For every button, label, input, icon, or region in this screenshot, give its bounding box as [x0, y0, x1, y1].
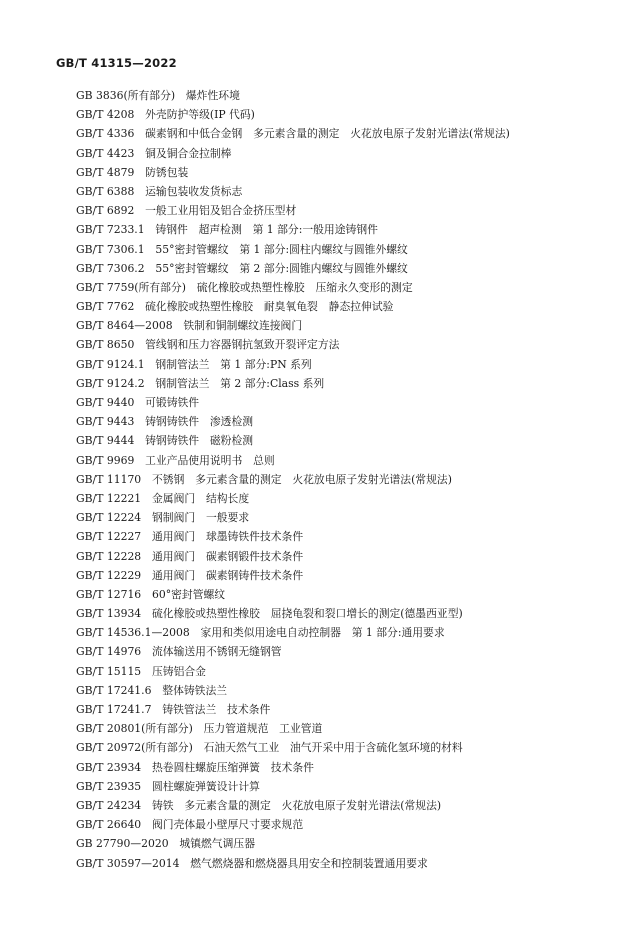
- reference-entry: GB/T 8464—2008 铁制和铜制螺纹连接阀门: [76, 319, 303, 333]
- reference-entry: GB/T 4879 防锈包装: [76, 165, 189, 179]
- reference-entry: GB/T 4208 外壳防护等级(IP 代码): [76, 108, 255, 122]
- reference-entry: GB/T 12227 通用阀门 球墨铸铁件技术条件: [76, 530, 304, 544]
- reference-entry: GB/T 12224 钢制阀门 一般要求: [76, 511, 250, 525]
- reference-entry: GB/T 9443 铸钢铸铁件 渗透检测: [76, 415, 254, 429]
- reference-entry: GB/T 7306.2 55°密封管螺纹 第 2 部分:圆锥内螺纹与圆锥外螺纹: [76, 261, 408, 275]
- reference-entry: GB/T 4423 铜及铜合金拉制棒: [76, 146, 232, 160]
- reference-entry: GB/T 23934 热卷圆柱螺旋压缩弹簧 技术条件: [76, 760, 314, 774]
- reference-entry: GB/T 12221 金属阀门 结构长度: [76, 491, 250, 505]
- reference-entry: GB/T 12228 通用阀门 碳素钢锻件技术条件: [76, 549, 304, 563]
- reference-entry: GB 27790—2020 城镇燃气调压器: [76, 837, 255, 851]
- reference-entry: GB/T 9969 工业产品使用说明书 总则: [76, 453, 275, 467]
- reference-entry: GB/T 11170 不锈钢 多元素含量的测定 火花放电原子发射光谱法(常规法): [76, 472, 452, 486]
- reference-entry: GB/T 24234 铸铁 多元素含量的测定 火花放电原子发射光谱法(常规法): [76, 798, 442, 812]
- reference-entry: GB/T 7762 硫化橡胶或热塑性橡胶 耐臭氧龟裂 静态拉伸试验: [76, 300, 394, 314]
- document-number-header: GB/T 41315—2022: [56, 56, 177, 70]
- reference-entry: GB/T 30597—2014 燃气燃烧器和燃烧器具用安全和控制装置通用要求: [76, 856, 428, 870]
- reference-entry: GB/T 17241.7 铸铁管法兰 技术条件: [76, 703, 271, 716]
- reference-entry: GB/T 7233.1 铸钢件 超声检测 第 1 部分:一般用途铸钢件: [76, 223, 378, 237]
- reference-entry: GB/T 9444 铸钢铸铁件 磁粉检测: [76, 434, 254, 448]
- reference-entry: GB/T 20801(所有部分) 压力管道规范 工业管道: [76, 722, 323, 736]
- reference-entry: GB/T 23935 圆柱螺旋弹簧设计计算: [76, 779, 260, 793]
- reference-entry: GB/T 9440 可锻铸铁件: [76, 396, 200, 409]
- reference-entry: GB/T 7306.1 55°密封管螺纹 第 1 部分:圆柱内螺纹与圆锥外螺纹: [76, 242, 408, 256]
- reference-entry: GB/T 12229 通用阀门 碳素钢铸件技术条件: [76, 568, 304, 582]
- reference-entry: GB/T 14536.1—2008 家用和类似用途电自动控制器 第 1 部分:通用要求: [76, 626, 445, 640]
- reference-entry: GB/T 9124.1 钢制管法兰 第 1 部分:PN 系列: [76, 357, 312, 371]
- reference-entry: GB/T 13934 硫化橡胶或热塑性橡胶 屈挠龟裂和裂口增长的测定(德墨西亚型): [76, 607, 463, 621]
- reference-entry: GB/T 12716 60°密封管螺纹: [76, 587, 226, 601]
- reference-entry: GB/T 9124.2 钢制管法兰 第 2 部分:Class 系列: [76, 376, 325, 390]
- reference-entry: GB/T 6388 运输包装收发货标志: [76, 184, 243, 198]
- reference-entry: GB/T 17241.6 整体铸铁法兰: [76, 683, 228, 697]
- reference-entry: GB/T 26640 阀门壳体最小壁厚尺寸要求规范: [76, 818, 304, 832]
- reference-entry: GB/T 6892 一般工业用铝及铝合金挤压型材: [76, 204, 297, 218]
- normative-references-list: [76, 86, 510, 873]
- reference-entry: GB/T 7759(所有部分) 硫化橡胶或热塑性橡胶 压缩永久变形的测定: [76, 280, 413, 294]
- reference-entry: GB/T 15115 压铸铝合金: [76, 664, 206, 678]
- reference-entry: GB/T 4336 碳素钢和中低合金钢 多元素含量的测定 火花放电原子发射光谱法(常规法): [76, 127, 510, 141]
- reference-entry: GB 3836(所有部分) 爆炸性环境: [76, 89, 240, 102]
- reference-entry: GB/T 14976 流体输送用不锈钢无缝钢管: [76, 645, 282, 659]
- reference-entry: GB/T 20972(所有部分) 石油天然气工业 油气开采中用于含硫化氢环境的材料: [76, 741, 463, 755]
- reference-entry: GB/T 8650 管线钢和压力容器钢抗氢致开裂评定方法: [76, 338, 340, 352]
